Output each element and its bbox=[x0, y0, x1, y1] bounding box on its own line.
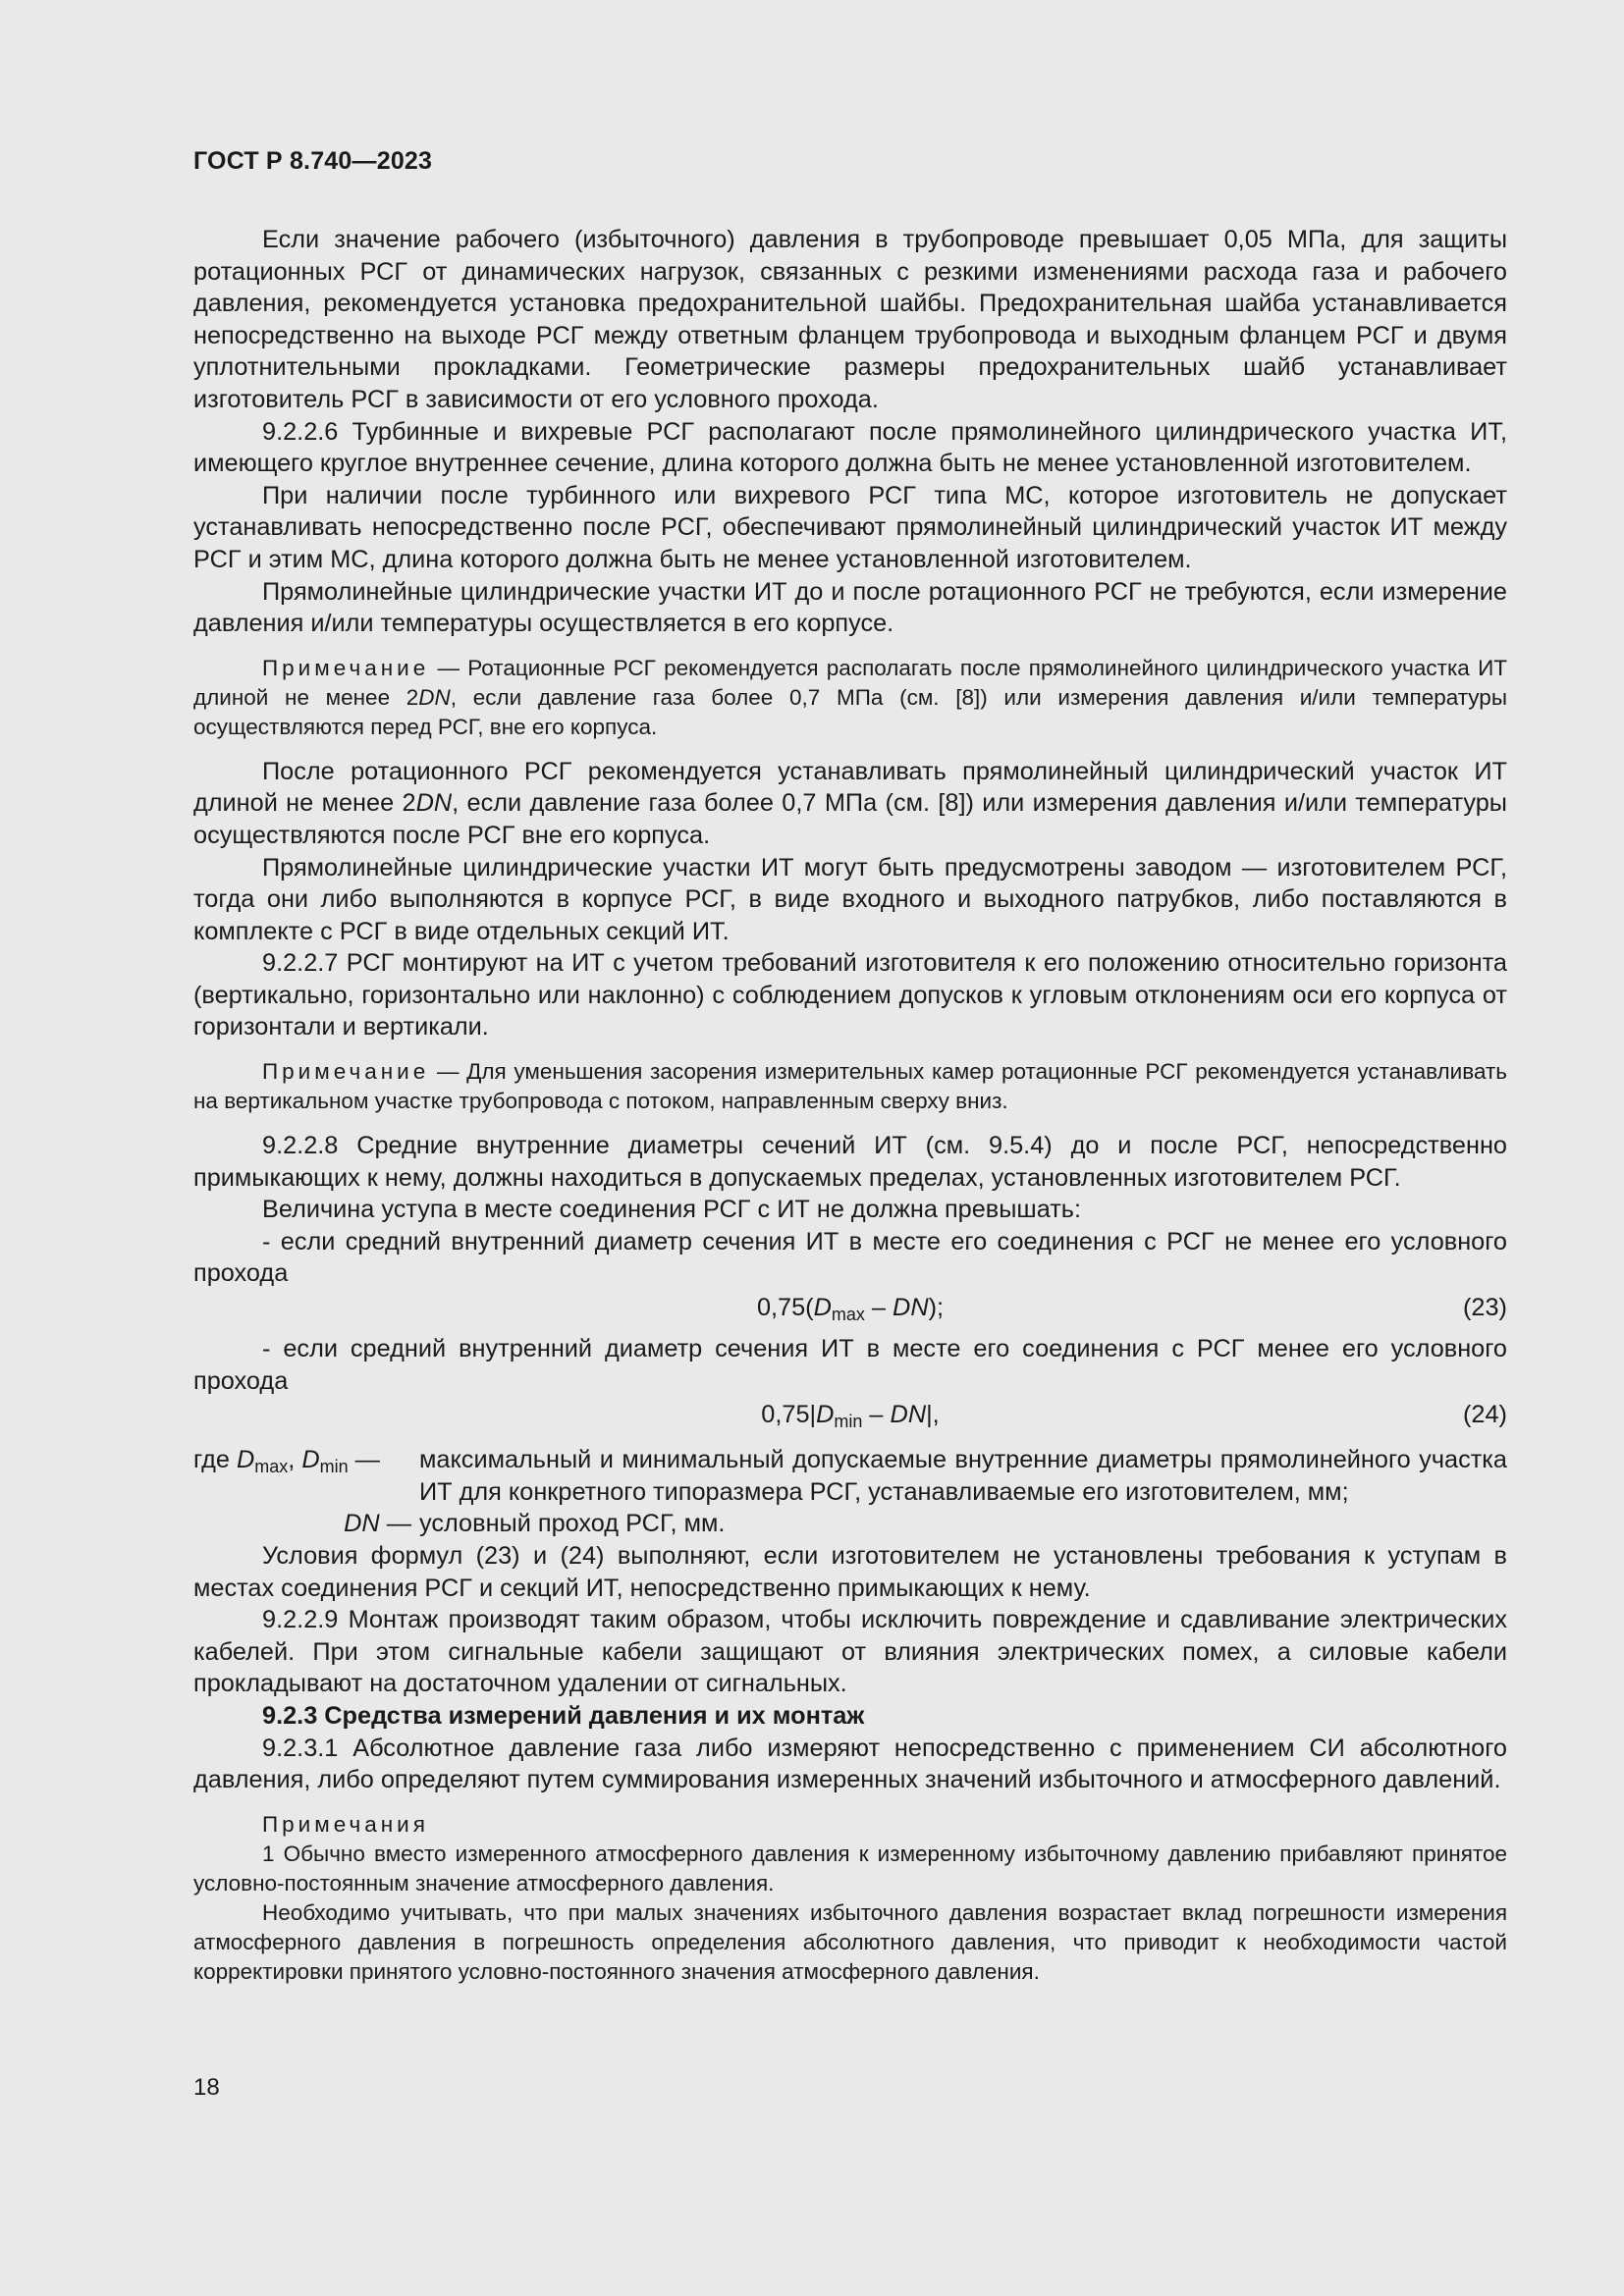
where-definition: условный проход РСГ, мм. bbox=[419, 1510, 726, 1538]
formula-number: (24) bbox=[1463, 1401, 1507, 1429]
formula-24: $0,75|D_{min} - DN|$, (24) bbox=[193, 1397, 1507, 1432]
paragraph-9-2-2-6: 9.2.2.6 Турбинные и вихревые РСГ располагают после прямолинейного цилиндрического участка ИТ, имеющего круглое внутреннее сечение, длина которого должна быть не менее установленной изготовителем. bbox=[193, 417, 1507, 478]
paragraph: Прямолинейные цилиндрические участки ИТ могут быть предусмотрены заводом — изготовителем РСГ, тогда они либо выполняются в корпусе РСГ, в виде входного и выходного патрубков, либо поставляются в комплекте с РСГ в виде отдельных секций ИТ. bbox=[193, 853, 1507, 945]
where-clause bbox=[193, 1444, 1507, 1508]
paragraph: Если значение рабочего (избыточного) давления в трубопроводе превышает 0,05 МПа, для защиты ротационных РСГ от динамических нагрузок, связанных с резкими изменениями расхода газа и рабочего давления, рекомендуется установка предохранительной шайбы. Предохранительная шайба устанавливается непосредственно на выходе РСГ между ответным фланцем трубопровода и выходным фланцем РСГ и двумя уплотнительными прокладками. Геометрические размеры предохранительных шайб устанавливает изготовитель РСГ в зависимости от его условного прохода. bbox=[193, 226, 1507, 413]
paragraph: Условия формул (23) и (24) выполняют, если изготовителем не установлены требования к уступам в местах соединения РСГ и секций ИТ, непосредственно примыкающих к нему. bbox=[193, 1542, 1507, 1602]
where-term: где $D_{max}$, $D_{min}$ — bbox=[193, 1446, 380, 1477]
paragraph-9-2-2-9: 9.2.2.9 Монтаж производят таким образом, чтобы исключить повреждение и сдавливание электрических кабелей. При этом сигнальные кабели защищают от влияния электрических помех, а силовые кабели прокладывают на достаточном удалении от сигнальных. bbox=[193, 1606, 1507, 1698]
paragraph-9-2-2-8: 9.2.2.8 Средние внутренние диаметры сечений ИТ (см. 9.5.4) до и после РСГ, непосредственно примыкающих к нему, должны находиться в допускаемых пределах, установленных изготовителем РСГ. bbox=[193, 1132, 1507, 1192]
where-term: DN — bbox=[344, 1510, 411, 1538]
where-definition: максимальный и минимальный допускаемые внутренние диаметры прямолинейного участка ИТ для конкретного типоразмера РСГ, устанавливаемые его изготовителем, мм; bbox=[419, 1446, 1507, 1506]
paragraph: После ротационного РСГ рекомендуется устанавливать прямолинейный цилиндрический участок ИТ длиной не менее 2DN, если давление газа более 0,7 МПа (см. [8]) или измерения давления и/или температуры осуществляются после РСГ вне его корпуса. bbox=[193, 757, 1507, 849]
paragraph: - если средний внутренний диаметр сечения ИТ в месте его соединения с РСГ не менее его условного прохода bbox=[193, 1227, 1507, 1288]
page-number: 18 bbox=[193, 2074, 220, 2101]
note-label: Примечание bbox=[262, 1059, 430, 1085]
paragraph: При наличии после турбинного или вихревого РСГ типа МС, которое изготовитель не допускает устанавливать непосредственно после РСГ, обеспечивают прямолинейный цилиндрический участок ИТ между РСГ и этим МС, длина которого должна быть не менее установленной изготовителем. bbox=[193, 481, 1507, 573]
paragraph-9-2-3-1: 9.2.3.1 Абсолютное давление газа либо измеряют непосредственно с применением СИ абсолютного давления, либо определяют путем суммирования измеренных значений избыточного и атмосферного давлений. bbox=[193, 1734, 1507, 1794]
note-block bbox=[193, 1057, 1507, 1116]
note-item: Необходимо учитывать, что при малых значениях избыточного давления возрастает вклад погрешности измерения атмосферного давления в погрешность определения абсолютного давления, что приводит к необходимости частой корректировки принятого условно-постоянного значения атмосферного давления. bbox=[193, 1899, 1507, 1984]
note-label: Примечание bbox=[262, 655, 430, 680]
section-heading-9-2-3: 9.2.3 Средства измерений давления и их монтаж bbox=[262, 1701, 865, 1730]
paragraph: Величина уступа в месте соединения РСГ с ИТ не должна превышать: bbox=[262, 1196, 1082, 1224]
note-block bbox=[193, 654, 1507, 742]
note-item: 1 Обычно вместо измеренного атмосферного давления к измеренному избыточному давлению прибавляют принятое условно-постоянным значение атмосферного давления. bbox=[193, 1841, 1507, 1896]
formula-number: (23) bbox=[1463, 1294, 1507, 1322]
document-body bbox=[193, 224, 1507, 2001]
note: Примечание — Ротационные РСГ рекомендуется располагать после прямолинейного цилиндрического участка ИТ длиной не менее 2DN, если давление газа более 0,7 МПа (см. [8]) или измерения давления и/или температуры осуществляются перед РСГ, вне его корпуса. bbox=[193, 655, 1507, 739]
where-clause bbox=[193, 1508, 1507, 1540]
notes-block bbox=[193, 1810, 1507, 1987]
notes-label: Примечания bbox=[262, 1811, 429, 1837]
paragraph: Прямолинейные цилиндрические участки ИТ до и после ротационного РСГ не требуются, если измерение давления и/или температуры осуществляется в его корпусе. bbox=[193, 577, 1507, 638]
paragraph: - если средний внутренний диаметр сечения ИТ в месте его соединения с РСГ менее его условного прохода bbox=[193, 1335, 1507, 1395]
document-header: ГОСТ Р 8.740—2023 bbox=[193, 147, 433, 175]
note: Примечание — Для уменьшения засорения измерительных камер ротационные РСГ рекомендуется устанавливать на вертикальном участке трубопровода с потоком, направленным сверху вниз. bbox=[193, 1059, 1507, 1114]
formula-23: $0,75(D_{max} - DN)$; (23) bbox=[193, 1290, 1507, 1325]
paragraph-9-2-2-7: 9.2.2.7 РСГ монтируют на ИТ с учетом требований изготовителя к его положению относительно горизонта (вертикально, горизонтально или наклонно) с соблюдением допусков к угловым отклонениям оси его корпуса от горизонтали и вертикали. bbox=[193, 949, 1507, 1041]
